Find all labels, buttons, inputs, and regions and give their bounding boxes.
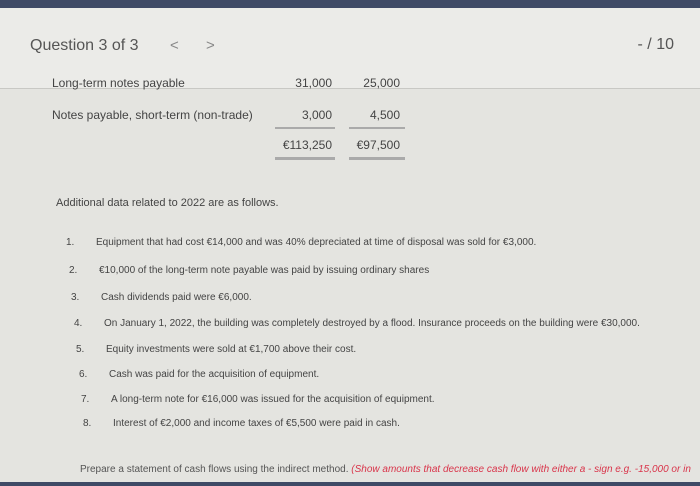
additional-data-intro: Additional data related to 2022 are as follows. (56, 197, 279, 209)
question-counter: Question 3 of 3 (30, 37, 139, 54)
value-2021: 25,000 (363, 76, 400, 90)
value-2022: 3,000 (301, 108, 332, 122)
list-item: 5. Equity investments were sold at €1,700 above their cost. (76, 344, 357, 355)
top-bar (0, 0, 700, 8)
score: - / 10 (637, 36, 674, 53)
total-line (349, 157, 405, 160)
bottom-bar (0, 482, 700, 486)
value-2022: 31,000 (295, 76, 332, 90)
subtotal-line (349, 127, 405, 129)
value-2021: 4,500 (369, 108, 400, 122)
total-2022: €113,250 (282, 138, 332, 152)
list-item: 8. Interest of €2,000 and income taxes of €5,500 were paid in cash. (83, 418, 400, 429)
next-question-button[interactable]: > (206, 37, 215, 54)
list-item: 6. Cash was paid for the acquisition of equipment. (79, 369, 320, 380)
list-item: 4. On January 1, 2022, the building was completely destroyed by a flood. Insurance proceeds on the building were €30,000. (74, 318, 640, 329)
list-item: 3. Cash dividends paid were €6,000. (71, 292, 252, 303)
row-label: Notes payable, short-term (non-trade) (52, 108, 253, 122)
prev-question-button[interactable]: < (170, 37, 179, 54)
list-item: 7. A long-term note for €16,000 was issued for the acquisition of equipment. (81, 394, 435, 405)
subtotal-line (275, 127, 335, 129)
row-label: Long-term notes payable (52, 76, 185, 90)
sign-note: (Show amounts that decrease cash flow with either a - sign e.g. -15,000 or in (351, 464, 691, 475)
total-line (275, 157, 335, 160)
list-item: 2. €10,000 of the long-term note payable was paid by issuing ordinary shares (69, 265, 430, 276)
instructions: Prepare a statement of cash flows using the indirect method. (Show amounts that decrease cash flow with either a - sign e.g. -15,000 or in (80, 464, 691, 475)
list-item: 1. Equipment that had cost €14,000 and was 40% depreciated at time of disposal was sold for €3,000. (66, 237, 537, 248)
total-2021: €97,500 (356, 138, 400, 152)
